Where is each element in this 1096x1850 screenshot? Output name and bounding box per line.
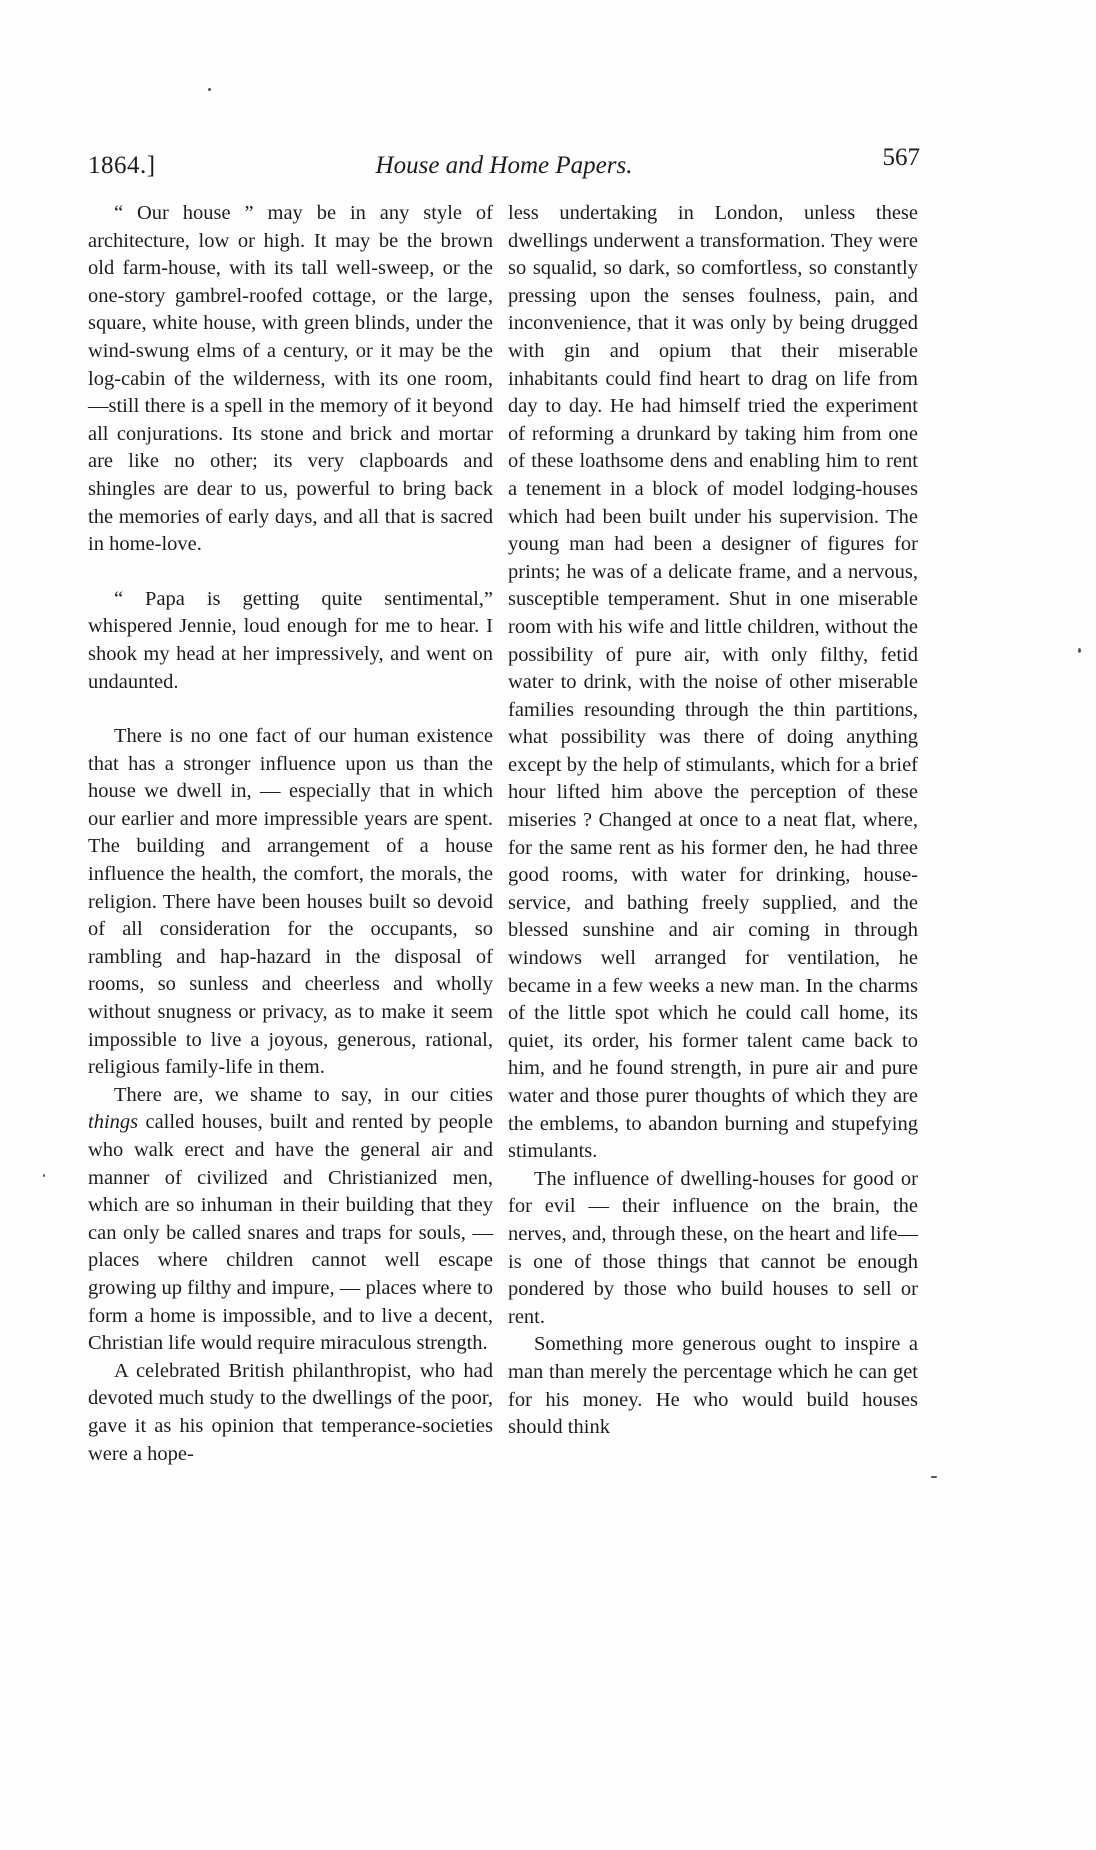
right-column — [508, 200, 918, 1442]
paragraph-text-part: There are, we shame to say, in our cities — [114, 1083, 493, 1106]
paragraph-our-house: “ Our house ” may be in any style of architecture, low or high. It may be the brown old farm-house, with its tall well-sweep, or the one-story gambrel-roofed cottage, or the large, square, white house, with green blinds, under the wind-swung elms of a century, or it may be the log-cabin of the wilderness, with its one room, —still there is a spell in the memory of it beyond all conjurations. Its stone and brick and mortar are like no other; its very clapboards and shingles are dear to us, powerful to bring back the memories of early days, and all that is sacred in home-love. — [88, 202, 493, 556]
paragraph-british-philanthropist: A celebrated British philanthropist, who had devoted much study to the dwellings of the poor, gave it as his opinion that temperance-societies were a hope- — [88, 1359, 493, 1465]
running-header — [88, 144, 920, 188]
paragraph-things-called-houses — [88, 1082, 493, 1358]
header-year: 1864.] — [88, 152, 156, 179]
paper-speck — [43, 1174, 45, 1177]
paper-speck — [931, 1476, 937, 1478]
paper-speck — [208, 88, 211, 91]
paragraph-london-continued: less undertaking in London, unless these dwellings underwent a transformation. They were so squalid, so dark, so comfortless, so constantly pressing upon the senses foulness, pain, and inconvenience, that it was only by being drugged with gin and opium that their miserable inhabitants could find heart to drag on life from day to day. He had himself tried the experiment of reforming a drunkard by taking him from one of these loathsome dens and enabling him to rent a tenement in a block of model lodging-houses which had been built under his supervision. The young man had been a designer of figures for prints; he was of a delicate frame, and a nervous, susceptible temperament. Shut in one miserable room with his wife and little children, without the possibility of pure air, with only filthy, fetid water to drink, with the noise of other miserable families resounding through the thin partitions, what possibility was there of doing anything except by the help of stimulants, which for a brief hour lifted him above the perception of these miseries ? Changed at once to a neat flat, where, for the same rent as his former den, he had three good rooms, with water for drinking, house-service, and bathing freely supplied, and the blessed sunshine and air coming in through windows well arranged for ventilation, he became in a few weeks a new man. In the charms of the little spot which he could call home, its quiet, its order, his former talent came back to him, and he found strength, in pure air and pure water and those purer thoughts of which they are the emblems, to abandon burning and stupefying stimulants. — [508, 202, 918, 1163]
emphasis-things: things — [88, 1111, 139, 1134]
paragraph-text-part: called houses, built and rented by people who walk erect and have the general air and manner of civilized and Christianized men, which are so inhuman in their building that they can only be called snares and traps for souls, — places where children cannot well escape growing up filthy and impure, — places where to form a home is impossible, and to live a decent, Christian life would require miraculous strength. — [88, 1111, 493, 1355]
paragraph-something-more-generous: Something more generous ought to inspire a man than merely the percentage which he can get for his money. He who would build houses should think — [508, 1333, 918, 1439]
paper-speck — [1078, 648, 1081, 653]
left-column — [88, 200, 493, 1468]
running-title: House and Home Papers. — [375, 152, 633, 179]
paragraph-papa-sentimental: “ Papa is getting quite sentimental,” whispered Jennie, loud enough for me to hear. I shook my head at her impressively, and went on undaunted. — [88, 587, 493, 693]
page-number: 567 — [882, 144, 920, 171]
paragraph-human-existence: There is no one fact of our human existence that has a stronger influence upon us than the house we dwell in, — especially that in which our earlier and more impressible years are spent. The building and arrangement of a house influence the health, the comfort, the morals, the religion. There have been houses built so devoid of all consideration for the occupants, so rambling and hap-hazard in the disposal of rooms, so sunless and cheerless and wholly without snugness or privacy, as to make it seem impossible to live a joyous, generous, rational, religious family-life in them. — [88, 725, 493, 1079]
paragraph-influence-of-dwellings: The influence of dwelling-houses for good or for evil — their influence on the brain, the nerves, and, through these, on the heart and life—is one of those things that cannot be enough pondered by those who build houses to sell or rent. — [508, 1167, 918, 1328]
